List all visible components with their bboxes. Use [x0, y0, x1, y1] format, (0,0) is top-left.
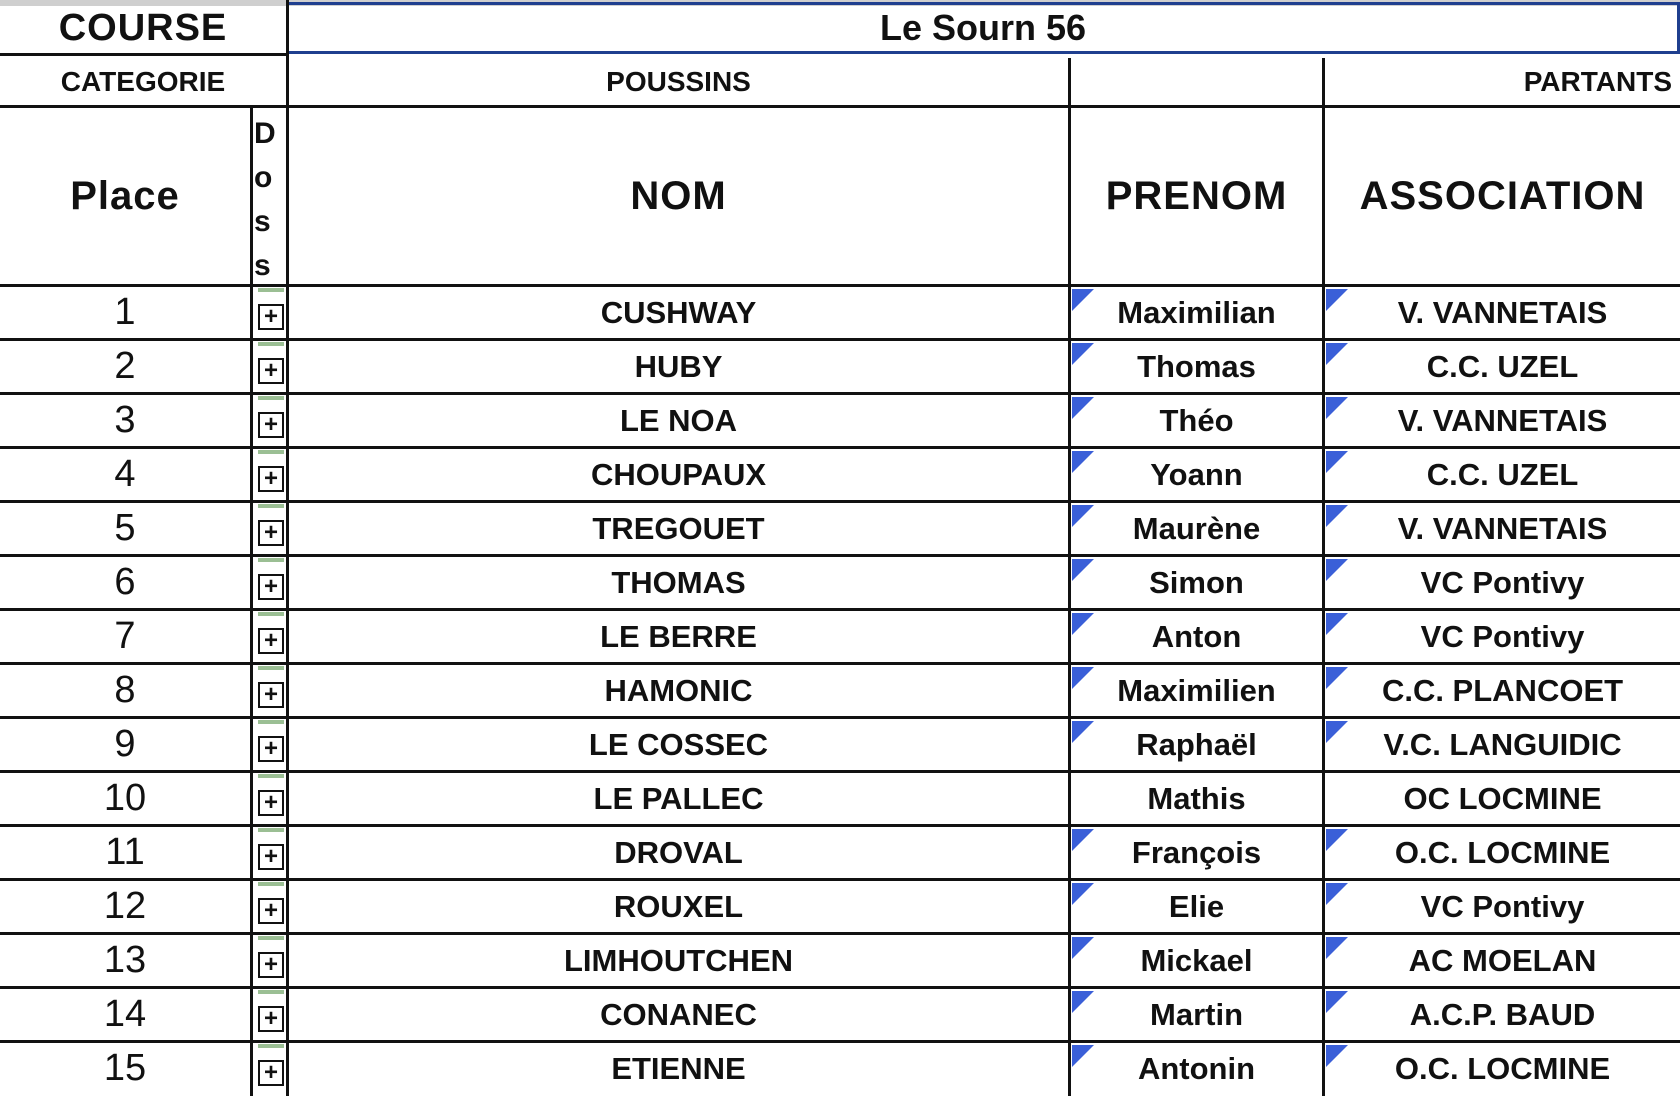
nom-cell[interactable]: LIMHOUTCHEN [563, 942, 794, 978]
association-cell[interactable]: AC MOELAN [1408, 942, 1597, 978]
nom-cell[interactable]: TREGOUET [592, 510, 765, 546]
expand-plus-icon[interactable]: + [258, 736, 284, 762]
outline-marker [258, 612, 284, 616]
comment-indicator-icon[interactable] [1072, 343, 1094, 365]
column-header-dos[interactable] [252, 112, 288, 284]
place-cell[interactable]: 3 [114, 399, 136, 441]
nom-cell[interactable]: THOMAS [611, 564, 746, 600]
association-cell[interactable]: V. VANNETAIS [1397, 510, 1608, 546]
dos-letter: o [254, 161, 273, 194]
expand-plus-icon[interactable]: + [258, 358, 284, 384]
comment-indicator-icon[interactable] [1326, 505, 1348, 527]
expand-plus-icon[interactable]: + [258, 1006, 284, 1032]
expand-plus-icon[interactable]: + [258, 304, 284, 330]
association-cell[interactable]: VC Pontivy [1420, 888, 1585, 924]
comment-indicator-icon[interactable] [1326, 829, 1348, 851]
place-cell[interactable]: 10 [103, 777, 147, 819]
expand-plus-icon[interactable]: + [258, 466, 284, 492]
comment-indicator-icon[interactable] [1326, 991, 1348, 1013]
expand-plus-icon[interactable]: + [258, 574, 284, 600]
comment-indicator-icon[interactable] [1326, 1045, 1348, 1067]
outline-marker [258, 774, 284, 778]
comment-indicator-icon[interactable] [1072, 613, 1094, 635]
association-cell[interactable]: OC LOCMINE [1403, 780, 1602, 816]
outline-marker [258, 288, 284, 292]
dos-letter: D [254, 117, 276, 150]
place-cell[interactable]: 9 [114, 723, 136, 765]
expand-plus-icon[interactable]: + [258, 628, 284, 654]
nom-cell[interactable]: ROUXEL [613, 888, 744, 924]
column-header-prenom[interactable]: PRENOM [1105, 173, 1288, 218]
prenom-cell[interactable]: Maximilien [1117, 672, 1276, 708]
column-divider [1322, 58, 1325, 1096]
nom-cell[interactable]: LE PALLEC [593, 780, 764, 816]
comment-indicator-icon[interactable] [1072, 721, 1094, 743]
prenom-cell[interactable]: Maurène [1132, 510, 1261, 546]
comment-indicator-icon[interactable] [1072, 667, 1094, 689]
outline-marker [258, 990, 284, 994]
association-cell[interactable]: VC Pontivy [1420, 564, 1585, 600]
categorie-value[interactable]: POUSSINS [606, 66, 751, 97]
association-cell[interactable]: A.C.P. BAUD [1409, 996, 1596, 1032]
prenom-cell[interactable]: Maximilian [1117, 294, 1276, 330]
prenom-cell[interactable]: Simon [1149, 564, 1244, 600]
comment-indicator-icon[interactable] [1326, 343, 1348, 365]
place-cell[interactable]: 1 [114, 291, 136, 333]
prenom-cell[interactable]: Mickael [1140, 942, 1253, 978]
prenom-cell[interactable]: Yoann [1150, 456, 1243, 492]
comment-indicator-icon[interactable] [1326, 289, 1348, 311]
outline-marker [258, 720, 284, 724]
comment-indicator-icon[interactable] [1072, 883, 1094, 905]
dos-letter: s [254, 249, 271, 282]
outline-marker [258, 504, 284, 508]
nom-cell[interactable]: LE BERRE [600, 618, 757, 654]
association-cell[interactable]: O.C. LOCMINE [1394, 834, 1611, 870]
expand-plus-icon[interactable]: + [258, 412, 284, 438]
column-header-place[interactable]: Place [70, 173, 180, 218]
nom-cell[interactable]: HAMONIC [604, 672, 753, 708]
column-divider [1068, 58, 1071, 1096]
place-cell[interactable]: 13 [103, 939, 147, 981]
outline-marker [258, 450, 284, 454]
expand-plus-icon[interactable]: + [258, 790, 284, 816]
comment-indicator-icon[interactable] [1326, 397, 1348, 419]
place-cell[interactable]: 14 [103, 993, 147, 1035]
association-cell[interactable]: C.C. PLANCOET [1381, 672, 1624, 708]
place-cell[interactable]: 7 [114, 615, 136, 657]
comment-indicator-icon[interactable] [1072, 397, 1094, 419]
place-cell[interactable]: 12 [103, 885, 147, 927]
outline-marker [258, 558, 284, 562]
association-cell[interactable]: V. VANNETAIS [1397, 402, 1608, 438]
prenom-cell[interactable]: François [1131, 834, 1262, 870]
outline-marker [258, 1044, 284, 1048]
outline-marker [258, 396, 284, 400]
prenom-cell[interactable]: Théo [1159, 402, 1234, 438]
prenom-cell[interactable]: Mathis [1147, 780, 1246, 816]
outline-marker [258, 882, 284, 886]
association-cell[interactable]: VC Pontivy [1420, 618, 1585, 654]
prenom-cell[interactable]: Elie [1168, 888, 1225, 924]
nom-cell[interactable]: ETIENNE [611, 1050, 746, 1086]
column-header-nom[interactable]: NOM [630, 173, 727, 218]
nom-cell[interactable]: LE NOA [619, 402, 738, 438]
prenom-cell[interactable]: Thomas [1137, 348, 1256, 384]
comment-indicator-icon[interactable] [1326, 937, 1348, 959]
comment-indicator-icon[interactable] [1072, 505, 1094, 527]
comment-indicator-icon[interactable] [1072, 829, 1094, 851]
comment-indicator-icon[interactable] [1326, 883, 1348, 905]
place-cell[interactable]: 11 [105, 831, 145, 873]
expand-plus-icon[interactable]: + [258, 952, 284, 978]
categorie-label[interactable]: CATEGORIE [60, 66, 226, 97]
comment-indicator-icon[interactable] [1072, 937, 1094, 959]
association-cell[interactable]: V. VANNETAIS [1397, 294, 1608, 330]
partants-label[interactable]: PARTANTS [1523, 66, 1672, 97]
association-cell[interactable]: V.C. LANGUIDIC [1383, 726, 1622, 762]
course-label[interactable]: COURSE [58, 6, 228, 49]
outline-marker [258, 828, 284, 832]
column-header-association[interactable]: ASSOCIATION [1359, 173, 1646, 218]
prenom-cell[interactable]: Martin [1150, 996, 1243, 1032]
column-divider [250, 108, 253, 1096]
nom-cell[interactable]: LE COSSEC [588, 726, 769, 762]
association-cell[interactable]: C.C. UZEL [1426, 348, 1579, 384]
outline-marker [258, 666, 284, 670]
outline-marker [258, 342, 284, 346]
dos-letter: s [254, 205, 271, 238]
place-cell[interactable]: 8 [114, 669, 136, 711]
nom-cell[interactable]: DROVAL [614, 834, 743, 870]
comment-indicator-icon[interactable] [1326, 559, 1348, 581]
prenom-cell[interactable]: Antonin [1137, 1050, 1256, 1086]
outline-marker [258, 936, 284, 940]
comment-indicator-icon[interactable] [1326, 613, 1348, 635]
comment-indicator-icon[interactable] [1072, 1045, 1094, 1067]
comment-indicator-icon[interactable] [1072, 559, 1094, 581]
place-cell[interactable]: 4 [114, 453, 136, 495]
place-cell[interactable]: 5 [114, 507, 136, 549]
nom-cell[interactable]: HUBY [634, 348, 723, 384]
comment-indicator-icon[interactable] [1072, 451, 1094, 473]
expand-plus-icon[interactable]: + [258, 844, 284, 870]
nom-cell[interactable]: CHOUPAUX [590, 456, 767, 492]
association-cell[interactable]: C.C. UZEL [1426, 456, 1579, 492]
expand-plus-icon[interactable]: + [258, 1060, 284, 1086]
expand-plus-icon[interactable]: + [258, 520, 284, 546]
comment-indicator-icon[interactable] [1326, 667, 1348, 689]
expand-plus-icon[interactable]: + [258, 682, 284, 708]
comment-indicator-icon[interactable] [1072, 991, 1094, 1013]
nom-cell[interactable]: CONANEC [600, 996, 757, 1032]
comment-indicator-icon[interactable] [1326, 451, 1348, 473]
association-cell[interactable]: O.C. LOCMINE [1394, 1050, 1611, 1086]
place-cell[interactable]: 2 [114, 345, 136, 387]
expand-plus-icon[interactable]: + [258, 898, 284, 924]
prenom-cell[interactable]: Anton [1151, 618, 1242, 654]
prenom-cell[interactable]: Raphaël [1136, 726, 1257, 762]
course-value[interactable]: Le Sourn 56 [879, 7, 1087, 48]
place-cell[interactable]: 15 [103, 1047, 147, 1089]
nom-cell[interactable]: CUSHWAY [600, 294, 757, 330]
comment-indicator-icon[interactable] [1072, 289, 1094, 311]
row-divider [0, 53, 286, 56]
comment-indicator-icon[interactable] [1326, 721, 1348, 743]
column-divider [286, 0, 289, 1096]
place-cell[interactable]: 6 [114, 561, 136, 603]
